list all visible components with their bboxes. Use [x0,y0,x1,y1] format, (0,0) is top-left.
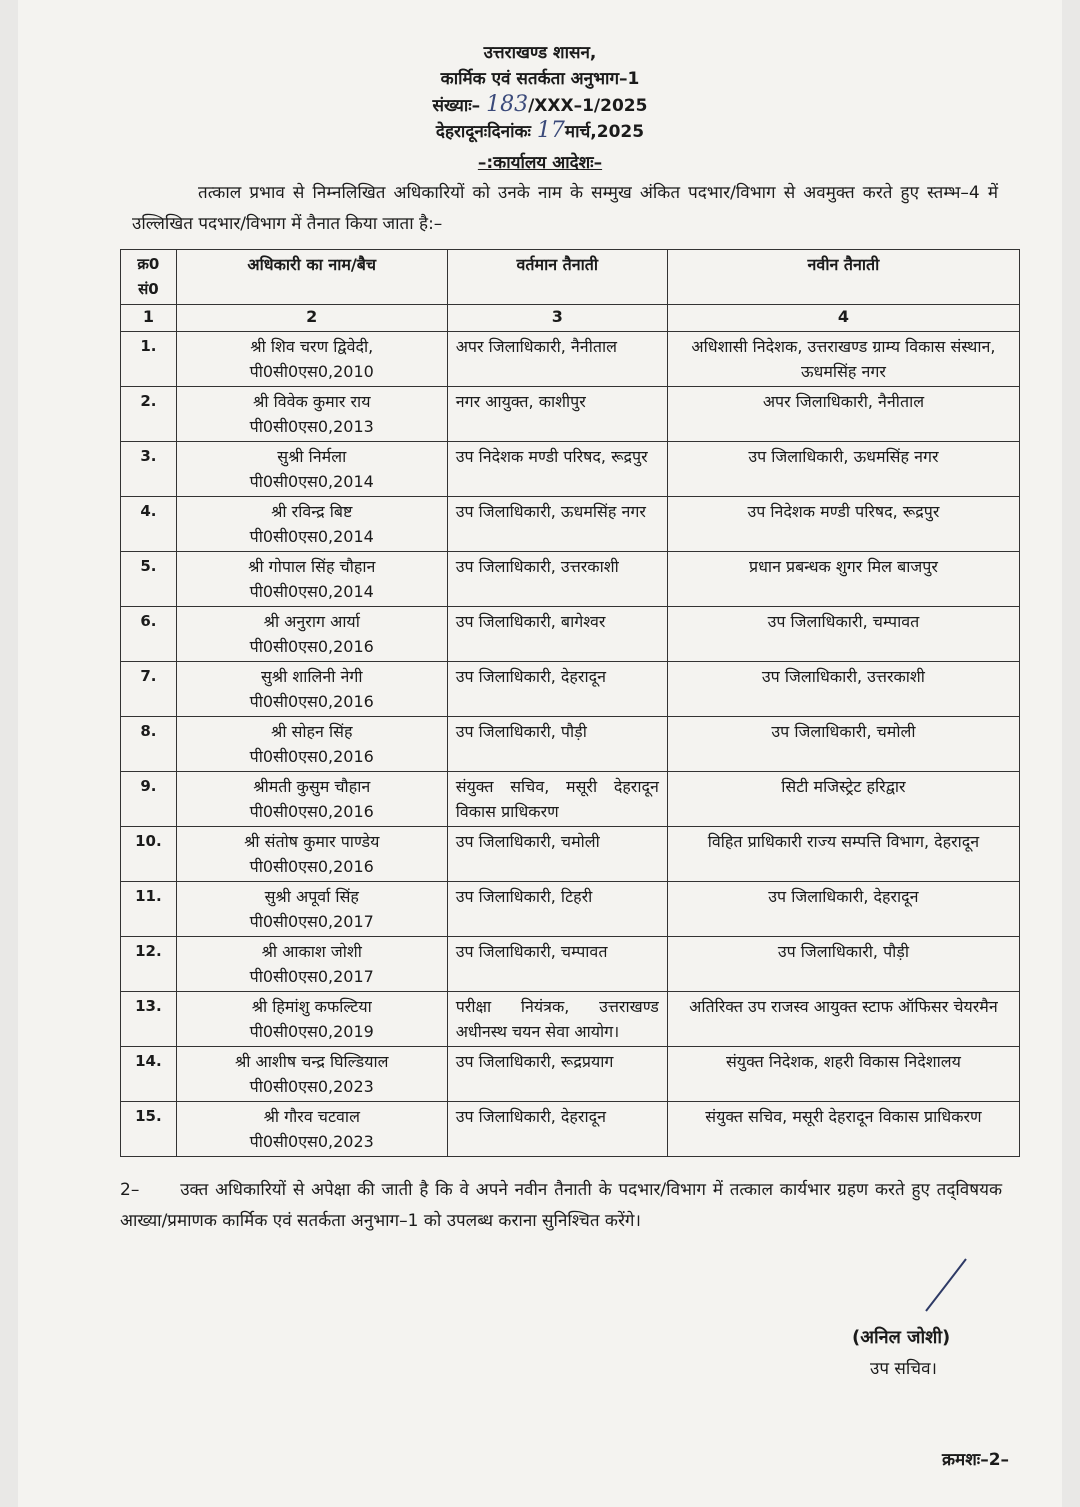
order-date-suffix: मार्च,2025 [564,122,645,142]
row-current-posting: उप निदेशक मण्डी परिषद, रूद्रपुर [447,442,667,497]
row-new-posting: उप जिलाधिकारी, देहरादून [667,882,1019,937]
officer-name: श्रीमती कुसुम चौहान [253,777,371,796]
row-serial: 14. [121,1047,177,1102]
row-serial: 9. [121,772,177,827]
signature-mark [920,1255,970,1315]
row-new-posting: प्रधान प्रबन्धक शुगर मिल बाजपुर [667,552,1019,607]
officer-batch: पी0सी0एस0,2013 [249,417,374,436]
table-row [121,442,1020,497]
signatory-designation: उप सचिव। [870,1359,937,1379]
row-new-posting: सिटी मजिस्ट्रेट हरिद्वार [667,772,1019,827]
officer-name: श्री सोहन सिंह [271,722,353,741]
row-serial: 2. [121,387,177,442]
row-officer [176,607,447,662]
order-number-suffix: /XXX–1/2025 [528,96,648,116]
officer-batch: पी0सी0एस0,2010 [249,362,374,381]
officer-name: श्री शिव चरण द्विवेदी, [250,337,374,356]
row-new-posting: संयुक्त निदेशक, शहरी विकास निदेशालय [667,1047,1019,1102]
officer-name: श्री गोपाल सिंह चौहान [248,557,376,576]
officer-name: सुश्री अपूर्वा सिंह [264,887,359,906]
table-row [121,552,1020,607]
col-number: 3 [447,305,667,332]
row-new-posting: उप जिलाधिकारी, पौड़ी [667,937,1019,992]
row-officer [176,1047,447,1102]
col-number: 4 [667,305,1019,332]
row-current-posting: उप जिलाधिकारी, टिहरी [447,882,667,937]
col-number: 1 [121,305,177,332]
row-new-posting: अतिरिक्त उप राजस्व आयुक्त स्टाफ ऑफिसर चेयरमैन [667,992,1019,1047]
row-officer [176,937,447,992]
instruction-paragraph [120,1175,1002,1237]
row-current-posting: उप जिलाधिकारी, उत्तरकाशी [447,552,667,607]
row-current-posting: उप जिलाधिकारी, रूद्रप्रयाग [447,1047,667,1102]
row-officer [176,662,447,717]
row-current-posting: उप जिलाधिकारी, पौड़ी [447,717,667,772]
signatory-name: (अनिल जोशी) [852,1327,951,1348]
paragraph-number: 2– [120,1180,140,1200]
table-row [121,937,1020,992]
row-new-posting: विहित प्राधिकारी राज्य सम्पत्ति विभाग, देहरादून [667,827,1019,882]
officer-batch: पी0सी0एस0,2014 [249,472,374,491]
table-header-row [121,250,1020,305]
row-officer [176,882,447,937]
table-row [121,332,1020,387]
row-serial: 8. [121,717,177,772]
officer-name: श्री आकाश जोशी [261,942,362,961]
order-number-handwritten: 183 [486,92,529,117]
table-row [121,497,1020,552]
officer-batch: पी0सी0एस0,2016 [249,692,374,711]
officer-name: श्री आशीष चन्द्र घिल्डियाल [234,1052,389,1071]
intro-paragraph: तत्काल प्रभाव से निम्नलिखित अधिकारियों को उनके नाम के सम्मुख अंकित पदभार/विभाग से अवमुक्त करते हुए स्तम्भ–4 में उल्लिखित पदभार/विभाग में तैनात किया जाता है:– [132,183,998,234]
row-current-posting: नगर आयुक्त, काशीपुर [447,387,667,442]
officer-batch: पी0सी0एस0,2016 [249,747,374,766]
row-officer [176,442,447,497]
department-name: कार्मिक एवं सतर्कता अनुभाग–1 [440,69,640,89]
officer-batch: पी0सी0एस0,2014 [249,582,374,601]
row-current-posting: संयुक्त सचिव, मसूरी देहरादून विकास प्राधिकरण [447,772,667,827]
table-row [121,717,1020,772]
transfer-table [120,249,1020,1157]
row-serial: 15. [121,1102,177,1157]
header-current: वर्तमान तैनाती [447,250,667,305]
row-serial: 12. [121,937,177,992]
row-serial: 10. [121,827,177,882]
continuation-mark: क्रमशः–2– [942,1450,1010,1470]
officer-name: श्री गौरव चटवाल [263,1107,360,1126]
officer-batch: पी0सी0एस0,2019 [249,1022,374,1041]
officer-batch: पी0सी0एस0,2023 [249,1077,374,1096]
header-officer: अधिकारी का नाम/बैच [176,250,447,305]
officer-name: श्री विवेक कुमार राय [253,392,371,411]
officer-batch: पी0सी0एस0,2017 [249,967,374,986]
row-new-posting: उप जिलाधिकारी, चम्पावत [667,607,1019,662]
officer-name: सुश्री शालिनी नेगी [260,667,363,686]
row-serial: 4. [121,497,177,552]
row-serial: 7. [121,662,177,717]
table-row [121,827,1020,882]
table-row [121,992,1020,1047]
row-current-posting: उप जिलाधिकारी, देहरादून [447,1102,667,1157]
officer-batch: पी0सी0एस0,2016 [249,857,374,876]
row-current-posting: उप जिलाधिकारी, चम्पावत [447,937,667,992]
row-new-posting: उप जिलाधिकारी, चमोली [667,717,1019,772]
row-serial: 1. [121,332,177,387]
officer-name: श्री संतोष कुमार पाण्डेय [244,832,380,851]
row-current-posting: उप जिलाधिकारी, ऊधमसिंह नगर [447,497,667,552]
row-current-posting: उप जिलाधिकारी, देहरादून [447,662,667,717]
row-officer [176,387,447,442]
row-officer [176,827,447,882]
row-officer [176,1102,447,1157]
row-officer [176,332,447,387]
header-new: नवीन तैनाती [667,250,1019,305]
table-row [121,1047,1020,1102]
row-current-posting: उप जिलाधिकारी, चमोली [447,827,667,882]
row-serial: 6. [121,607,177,662]
officer-name: श्री हिमांशु कफल्टिया [251,997,372,1016]
row-new-posting: उप जिलाधिकारी, उत्तरकाशी [667,662,1019,717]
row-current-posting: अपर जिलाधिकारी, नैनीताल [447,332,667,387]
officer-batch: पी0सी0एस0,2023 [249,1132,374,1151]
order-date [0,118,1080,143]
officer-name: श्री अनुराग आर्या [263,612,360,631]
row-new-posting: उप निदेशक मण्डी परिषद, रूद्रपुर [667,497,1019,552]
row-officer [176,717,447,772]
table-row [121,387,1020,442]
order-date-handwritten: 17 [536,118,565,143]
gov-name: उत्तराखण्ड शासन, [483,43,597,63]
col-number: 2 [176,305,447,332]
officer-batch: पी0सी0एस0,2014 [249,527,374,546]
table-row [121,772,1020,827]
instruction-text: उक्त अधिकारियों से अपेक्षा की जाती है कि वे अपने नवीन तैनाती के पदभार/विभाग में तत्काल कार्यभार ग्रहण करते हुए तद्‌विषयक आख्या/प्रमाणक कार्मिक एवं सतर्कता अनुभाग–1 को उपलब्ध कराना सुनिश्चित करेंगे। [120,1180,1002,1231]
row-serial: 5. [121,552,177,607]
row-current-posting: उप जिलाधिकारी, बागेश्वर [447,607,667,662]
table-row [121,1102,1020,1157]
order-number [0,92,1080,117]
row-current-posting: परीक्षा नियंत्रक, उत्तराखण्ड अधीनस्थ चयन सेवा आयोग। [447,992,667,1047]
row-serial: 11. [121,882,177,937]
order-date-label: देहरादूनःदिनांकः [435,122,531,142]
table-row [121,607,1020,662]
row-officer [176,552,447,607]
officer-batch: पी0सी0एस0,2016 [249,637,374,656]
column-number-row [121,305,1020,332]
table-row [121,882,1020,937]
row-officer [176,497,447,552]
row-new-posting: अपर जिलाधिकारी, नैनीताल [667,387,1019,442]
officer-batch: पी0सी0एस0,2016 [249,802,374,821]
row-serial: 3. [121,442,177,497]
row-new-posting: संयुक्त सचिव, मसूरी देहरादून विकास प्राधिकरण [667,1102,1019,1157]
row-officer [176,992,447,1047]
row-serial: 13. [121,992,177,1047]
header-serial: क्र0 सं0 [121,250,177,305]
row-new-posting: उप जिलाधिकारी, ऊधमसिंह नगर [667,442,1019,497]
row-officer [176,772,447,827]
table-row [121,662,1020,717]
officer-name: सुश्री निर्मला [277,447,347,466]
row-new-posting: अधिशासी निदेशक, उत्तराखण्ड ग्राम्य विकास संस्थान, ऊधमसिंह नगर [667,332,1019,387]
order-title: –:कार्यालय आदेशः– [477,153,603,173]
officer-name: श्री रविन्द्र बिष्ट [271,502,353,521]
officer-batch: पी0सी0एस0,2017 [249,912,374,931]
order-number-label: संख्याः– [432,96,481,116]
